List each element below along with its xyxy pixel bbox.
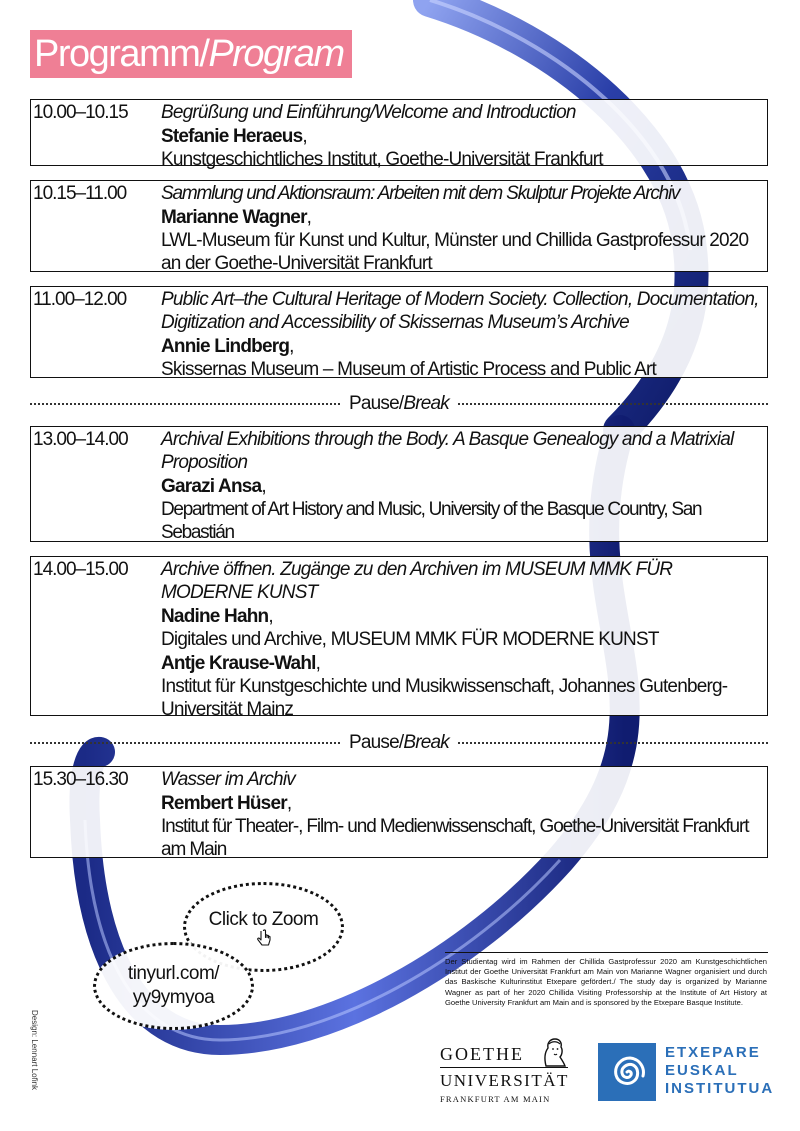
pause-label — [341, 732, 457, 753]
pause-en: Break — [403, 393, 449, 414]
etxepare-line2: EUSKAL — [665, 1062, 739, 1079]
session-time: 10.15–11.00 — [33, 183, 127, 204]
zoom-label: Click to Zoom — [208, 909, 319, 930]
link-line-2: yy9ymyoa — [132, 987, 215, 1008]
session-time: 10.00–10.15 — [33, 102, 128, 123]
speaker-line: Marianne Wagner, — [161, 207, 312, 228]
speaker-name: Garazi Ansa — [161, 476, 262, 497]
design-credit: Design: Lennart Lofink — [30, 1010, 39, 1091]
goethe-logo-line1: GOETHE — [440, 1044, 524, 1064]
session-time: 11.00–12.00 — [33, 289, 127, 310]
pause-en: Break — [403, 732, 449, 753]
footnote-text: Der Studientag wird im Rahmen der Chillida Gastprofessur 2020 am Kunstgeschichtlichen Institut der Goethe Universität Frankfurt am Main von Marianne Wagner organisiert und durch das Baskische Kulturinstitut Etxepare gefördert./ The study day is organized by Marianne Wagner as part of her 2020 Chillida Visiting Professorship at the Institute of Art History at Goethe University Frankfurt am Main and is sponsored by the Etxepare Basque Institute. — [445, 957, 767, 1007]
footnote-rule — [445, 952, 768, 953]
pause-label — [341, 393, 457, 414]
session-block — [30, 766, 768, 858]
pause-de: Pause/ — [349, 732, 404, 753]
speaker-line: Antje Krause-Wahl, — [161, 653, 321, 674]
page-title — [30, 30, 352, 78]
session-title: Public Art–the Cultural Heritage of Modern Society. Collection, Documentation, Digitization and Accessibility of Skissernas Museum’s Archive — [161, 289, 759, 333]
session-title: Begrüßung und Einführung/Welcome and Introduction — [161, 102, 576, 123]
speaker-name: Marianne Wagner — [161, 207, 307, 228]
speaker-affiliation: Department of Art History and Music, University of the Basque Country, San Sebastián — [161, 499, 702, 543]
session-block — [30, 286, 768, 378]
speaker-line: Garazi Ansa, — [161, 476, 266, 497]
speaker-name: Annie Lindberg — [161, 336, 290, 357]
goethe-logo-line2: UNIVERSITÄT — [440, 1071, 569, 1090]
speaker-name: Nadine Hahn — [161, 606, 269, 627]
pause-de: Pause/ — [349, 393, 404, 414]
session-title: Wasser im Archiv — [161, 769, 295, 790]
speaker-line: Stefanie Heraeus, — [161, 126, 307, 147]
link-line-1: tinyurl.com/ — [127, 963, 220, 984]
session-title: Archival Exhibitions through the Body. A Basque Genealogy and a Matrixial Proposition — [161, 429, 734, 473]
goethe-logo-rule — [440, 1067, 568, 1068]
etxepare-line3: INSTITUTUA — [665, 1080, 775, 1097]
etxepare-line1: ETXEPARE — [665, 1044, 761, 1061]
speaker-line: Annie Lindberg, — [161, 336, 294, 357]
goethe-logo-line3: FRANKFURT AM MAIN — [440, 1094, 551, 1104]
speaker-affiliation: Institut für Kunstgeschichte und Musikwissenschaft, Johannes Gutenberg-Universität Mainz — [161, 676, 728, 720]
session-block — [30, 180, 768, 272]
goethe-university-logo — [440, 1036, 570, 1102]
session-block — [30, 99, 768, 170]
speaker-name: Antje Krause-Wahl — [161, 653, 316, 674]
speaker-line: Nadine Hahn, — [161, 606, 273, 627]
title-en: Program — [208, 33, 344, 75]
session-time: 15.30–16.30 — [33, 769, 128, 790]
session-time: 14.00–15.00 — [33, 559, 128, 580]
speaker-affiliation: Kunstgeschichtliches Institut, Goethe-Universität Frankfurt — [161, 149, 603, 170]
speaker-affiliation: Skissernas Museum – Museum of Artistic Process and Public Art — [161, 359, 657, 380]
speaker-name: Rembert Hüser — [161, 793, 287, 814]
speaker-name: Stefanie Heraeus — [161, 126, 303, 147]
title-de: Programm/ — [34, 33, 209, 75]
speaker-affiliation: Institut für Theater-, Film- und Medienwissenschaft, Goethe-Universität Frankfurt am Main — [161, 816, 749, 860]
session-title: Archive öffnen. Zugänge zu den Archiven im MUSEUM MMK FÜR MODERNE KUNST — [161, 559, 673, 603]
session-time: 13.00–14.00 — [33, 429, 128, 450]
session-block — [30, 556, 768, 720]
speaker-line: Rembert Hüser, — [161, 793, 292, 814]
hand-pointer-icon — [256, 929, 272, 949]
short-link-bubble[interactable] — [93, 942, 254, 1030]
pause-divider — [30, 731, 768, 755]
session-block — [30, 426, 768, 542]
etxepare-logo-text — [665, 1044, 774, 1098]
pause-divider — [30, 392, 768, 416]
speaker-affiliation: LWL-Museum für Kunst und Kultur, Münster und Chillida Gastprofessur 2020 an der Goethe-Universität Frankfurt — [161, 230, 749, 274]
session-title: Sammlung und Aktionsraum: Arbeiten mit dem Skulptur Projekte Archiv — [161, 183, 680, 204]
etxepare-spiral-icon — [598, 1043, 656, 1101]
goethe-portrait-icon — [538, 1036, 568, 1068]
speaker-affiliation: Digitales und Archive, MUSEUM MMK FÜR MODERNE KUNST — [161, 629, 659, 650]
